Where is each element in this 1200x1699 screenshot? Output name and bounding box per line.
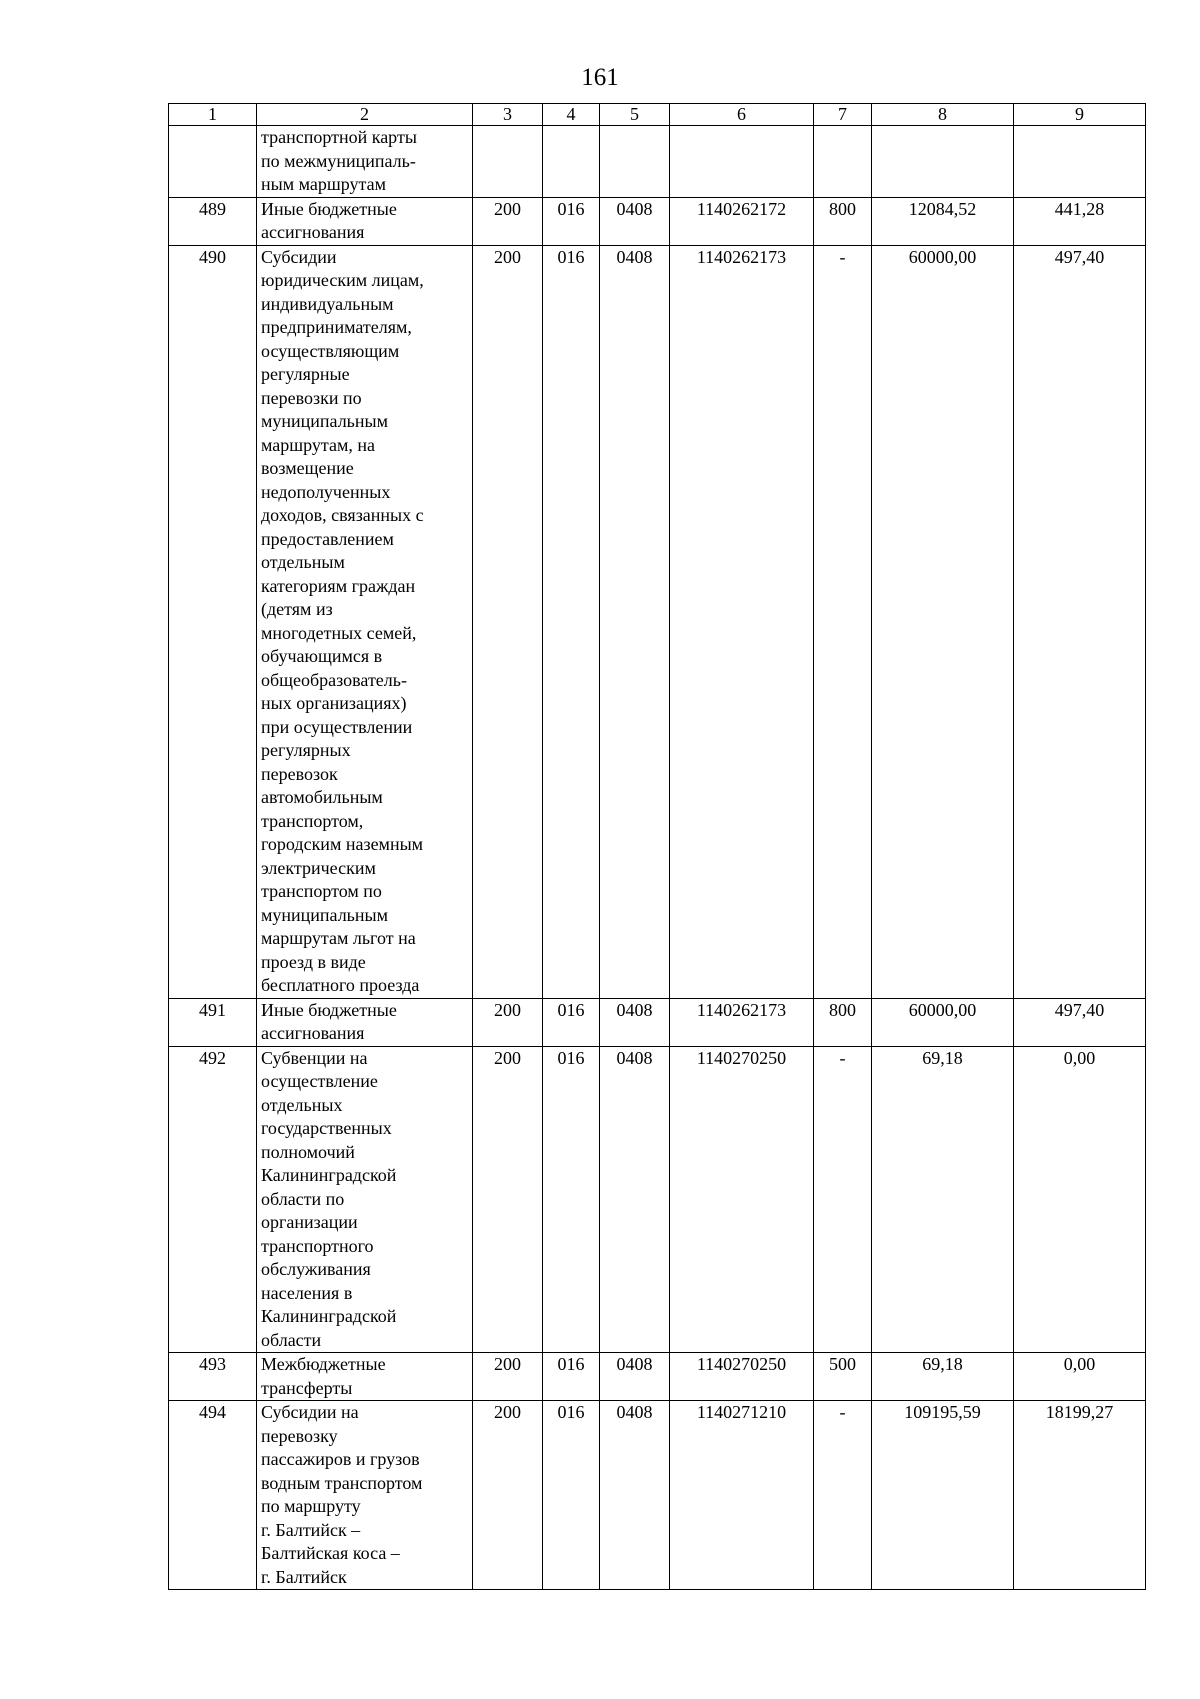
description-line: отдельным [261,552,345,572]
description-line: Балтийская коса – [261,1543,400,1563]
description-line: муниципальным [261,904,389,925]
code-cell-5: 0408 [600,1353,670,1401]
table-row [169,1353,1146,1401]
description-line: предпринимателям, [261,317,412,337]
code-cell-4: 016 [543,1353,600,1401]
row-number-cell [169,126,257,198]
description-line: по маршруту [261,1496,361,1516]
description-line: водным транспортом [261,1472,423,1493]
description-line: ных организациях) [261,693,407,713]
description-line: транспортного [261,1235,374,1256]
description-line: полномочий [261,1141,355,1162]
description-line: Субвенции на [261,1047,368,1068]
description-line: Иные бюджетные [261,198,397,219]
description-line: г. Балтийск [261,1566,347,1587]
description-line: по межмуниципаль- [261,150,416,171]
table-row [169,1401,1146,1590]
description-cell [257,245,473,998]
description-line: предоставлением [261,528,394,549]
description-cell [257,1046,473,1353]
code-cell-6: 1140262173 [670,245,814,998]
description-line: юридическим лицам, [261,270,424,290]
amount-cell-9: 18199,27 [1014,1401,1146,1590]
code-cell-7: 800 [814,998,872,1046]
amount-cell-8: 60000,00 [872,245,1014,998]
description-line: области [261,1329,322,1350]
amount-cell-8: 69,18 [872,1046,1014,1353]
description-line: регулярных [261,740,351,760]
column-header-4: 4 [543,104,600,126]
code-cell-3: 200 [473,1401,543,1590]
description-line: осуществляющим [261,340,400,361]
row-number-cell: 491 [169,998,257,1046]
description-line: перевозок [261,763,338,784]
page-number: 161 [581,64,619,91]
amount-cell-9: 0,00 [1014,1353,1146,1401]
amount-cell-9: 0,00 [1014,1046,1146,1353]
code-cell-5: 0408 [600,197,670,245]
description-line: категориям граждан [261,575,416,596]
description-line: ассигнования [261,1023,365,1043]
row-number-cell: 490 [169,245,257,998]
description-line: транспортом, [261,810,364,831]
description-line: г. Балтийск – [261,1519,361,1540]
code-cell-5: 0408 [600,1401,670,1590]
description-line: осуществление [261,1071,378,1091]
code-cell-3: 200 [473,1353,543,1401]
column-header-1: 1 [169,104,257,126]
amount-cell-9: 441,28 [1014,197,1146,245]
column-header-9: 9 [1014,104,1146,126]
description-cell [257,998,473,1046]
code-cell-5: 0408 [600,245,670,998]
description-line: перевозки по [261,387,362,408]
description-line: доходов, связанных с [261,505,424,525]
description-line: при осуществлении [261,716,413,737]
description-line: проезд в виде [261,951,366,972]
column-header-5: 5 [600,104,670,126]
code-cell-7: - [814,245,872,998]
code-cell-7: 800 [814,197,872,245]
row-number-cell: 489 [169,197,257,245]
description-line: области по [261,1188,345,1209]
code-cell-3: 200 [473,197,543,245]
code-cell-6: 1140271210 [670,1401,814,1590]
code-cell-6 [670,126,814,198]
description-line: Иные бюджетные [261,999,397,1020]
amount-cell-8: 60000,00 [872,998,1014,1046]
description-line: Межбюджетные [261,1354,386,1374]
description-line: перевозку [261,1425,338,1446]
code-cell-4 [543,126,600,198]
description-cell [257,1401,473,1590]
code-cell-7: - [814,1401,872,1590]
code-cell-5: 0408 [600,1046,670,1353]
table-body [169,126,1146,1590]
description-line: обучающимся в [261,646,383,666]
description-line: маршрутам льгот на [261,928,416,948]
table-row [169,197,1146,245]
description-line: Субсидии на [261,1402,359,1422]
column-header-8: 8 [872,104,1014,126]
description-line: бесплатного проезда [261,975,420,995]
description-line: пассажиров и грузов [261,1449,420,1469]
description-line: Субсидии [261,246,337,267]
description-line: трансферты [261,1377,353,1398]
description-line: регулярные [261,364,350,384]
description-line: недополученных [261,481,391,502]
amount-cell-9: 497,40 [1014,998,1146,1046]
code-cell-7: - [814,1046,872,1353]
description-cell [257,1353,473,1401]
code-cell-6: 1140270250 [670,1353,814,1401]
description-line: ным маршрутам [261,174,386,194]
budget-table [168,103,1146,1590]
code-cell-5: 0408 [600,998,670,1046]
code-cell-3 [473,126,543,198]
description-line: маршрутам, на [261,434,375,455]
table-row [169,998,1146,1046]
code-cell-6: 1140262172 [670,197,814,245]
description-cell [257,197,473,245]
description-line: автомобильным [261,787,383,807]
code-cell-6: 1140270250 [670,1046,814,1353]
description-line: (детям из [261,599,333,619]
table-row [169,245,1146,998]
code-cell-7: 500 [814,1353,872,1401]
description-line: электрическим [261,857,376,878]
amount-cell-8: 69,18 [872,1353,1014,1401]
code-cell-3: 200 [473,1046,543,1353]
table-row [169,126,1146,198]
code-cell-5 [600,126,670,198]
description-line: отдельных [261,1094,343,1115]
description-line: транспортной карты [261,127,417,147]
code-cell-4: 016 [543,1401,600,1590]
description-line: транспортом по [261,881,382,901]
code-cell-3: 200 [473,998,543,1046]
description-cell [257,126,473,198]
description-line: Калининградской [261,1165,397,1185]
header-row [169,104,1146,126]
row-number-cell: 492 [169,1046,257,1353]
description-line: Калининградской [261,1306,397,1326]
code-cell-3: 200 [473,245,543,998]
amount-cell-8: 12084,52 [872,197,1014,245]
description-line: общеобразователь- [261,669,407,690]
amount-cell-8 [872,126,1014,198]
code-cell-4: 016 [543,197,600,245]
column-header-3: 3 [473,104,543,126]
description-line: ассигнования [261,222,365,242]
code-cell-6: 1140262173 [670,998,814,1046]
amount-cell-9: 497,40 [1014,245,1146,998]
description-line: многодетных семей, [261,622,417,643]
amount-cell-9 [1014,126,1146,198]
table-row [169,1046,1146,1353]
description-line: организации [261,1212,358,1232]
column-header-7: 7 [814,104,872,126]
description-line: населения в [261,1282,353,1303]
code-cell-4: 016 [543,1046,600,1353]
column-header-6: 6 [670,104,814,126]
table-header [169,104,1146,126]
amount-cell-8: 109195,59 [872,1401,1014,1590]
column-header-2: 2 [257,104,473,126]
description-line: государственных [261,1118,392,1138]
row-number-cell: 494 [169,1401,257,1590]
row-number-cell: 493 [169,1353,257,1401]
code-cell-7 [814,126,872,198]
description-line: обслуживания [261,1259,371,1279]
description-line: индивидуальным [261,293,394,314]
code-cell-4: 016 [543,998,600,1046]
code-cell-4: 016 [543,245,600,998]
description-line: возмещение [261,458,354,478]
description-line: городским наземным [261,834,424,854]
description-line: муниципальным [261,411,389,431]
